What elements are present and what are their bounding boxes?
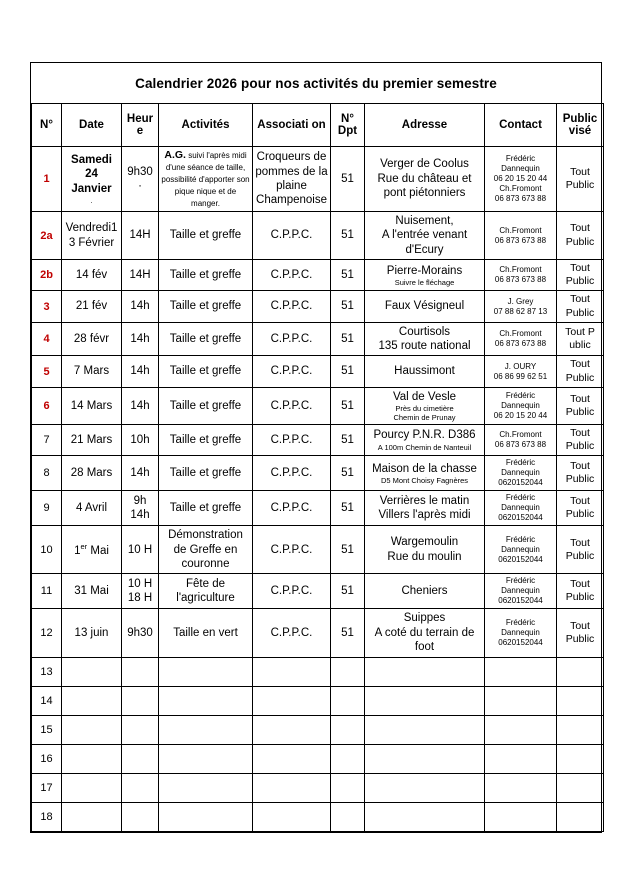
- cell-dpt: 51: [331, 609, 365, 657]
- cell-heure: 10h: [122, 425, 159, 456]
- cell-activites: Taille et greffe: [159, 387, 253, 424]
- column-header-activites: Activités: [159, 104, 253, 147]
- cell-adresse: Nuisement, A l'entrée venant d'Ecury: [365, 212, 485, 260]
- cell-public: Tout Public: [557, 574, 604, 609]
- cell-public: [557, 657, 604, 686]
- cell-contact: Ch.Fromont 06 873 673 88: [485, 425, 557, 456]
- cell-num: 14: [32, 686, 62, 715]
- column-header-heure: Heur e: [122, 104, 159, 147]
- cell-activites: Fête de l'agriculture: [159, 574, 253, 609]
- column-header-date: Date: [62, 104, 122, 147]
- cell-activites: [159, 773, 253, 802]
- cell-contact: Frédéric Dannequin 0620152044: [485, 456, 557, 491]
- cell-adresse: Courtisols 135 route national: [365, 322, 485, 356]
- column-header-dpt: N° Dpt: [331, 104, 365, 147]
- table-row: [32, 802, 604, 831]
- cell-adresse: [365, 657, 485, 686]
- cell-heure: [122, 715, 159, 744]
- cell-heure: [122, 802, 159, 831]
- cell-num: 11: [32, 574, 62, 609]
- cell-dpt: [331, 744, 365, 773]
- column-header-association: Associati on: [253, 104, 331, 147]
- cell-public: Tout Public: [557, 212, 604, 260]
- cell-contact: J. OURY 06 86 99 62 51: [485, 356, 557, 387]
- cell-adresse: [365, 773, 485, 802]
- cell-dpt: 51: [331, 574, 365, 609]
- cell-dpt: 51: [331, 147, 365, 212]
- cell-num: 2b: [32, 260, 62, 291]
- cell-dpt: 51: [331, 212, 365, 260]
- table-row: [32, 356, 604, 387]
- cell-date: [62, 773, 122, 802]
- cell-activites: [159, 802, 253, 831]
- cell-contact: [485, 686, 557, 715]
- cell-activites: Taille et greffe: [159, 356, 253, 387]
- cell-activites: A.G. suivi l'après midi d'une séance de taille, possibilité d'apporter son pique nique et de manger.: [159, 147, 253, 212]
- cell-association: [253, 744, 331, 773]
- cell-num: 18: [32, 802, 62, 831]
- cell-date: 31 Mai: [62, 574, 122, 609]
- table-row: [32, 212, 604, 260]
- cell-dpt: 51: [331, 291, 365, 322]
- cell-dpt: [331, 657, 365, 686]
- table-row: [32, 574, 604, 609]
- cell-num: 12: [32, 609, 62, 657]
- cell-public: Tout Public: [557, 456, 604, 491]
- cell-association: [253, 657, 331, 686]
- cell-contact: [485, 744, 557, 773]
- cell-association: C.P.P.C.: [253, 456, 331, 491]
- table-body: [32, 147, 604, 832]
- table-header-row: [32, 104, 604, 147]
- cell-num: 13: [32, 657, 62, 686]
- cell-activites: Taille et greffe: [159, 212, 253, 260]
- table-row: [32, 291, 604, 322]
- cell-dpt: 51: [331, 387, 365, 424]
- cell-adresse: Suippes A coté du terrain de foot: [365, 609, 485, 657]
- cell-contact: Frédéric Dannequin 0620152044: [485, 574, 557, 609]
- cell-contact: [485, 715, 557, 744]
- cell-heure: 10 H: [122, 526, 159, 574]
- cell-num: 10: [32, 526, 62, 574]
- cell-date: [62, 686, 122, 715]
- table-row: [32, 609, 604, 657]
- cell-association: C.P.P.C.: [253, 260, 331, 291]
- cell-date: [62, 657, 122, 686]
- column-header-num: N°: [32, 104, 62, 147]
- cell-association: C.P.P.C.: [253, 491, 331, 526]
- cell-contact: [485, 802, 557, 831]
- table-row: [32, 425, 604, 456]
- cell-heure: [122, 686, 159, 715]
- cell-dpt: [331, 773, 365, 802]
- cell-date: [62, 744, 122, 773]
- table-row: [32, 773, 604, 802]
- cell-dpt: [331, 715, 365, 744]
- cell-activites: Taille et greffe: [159, 425, 253, 456]
- cell-heure: 14h: [122, 356, 159, 387]
- cell-heure: 14H: [122, 260, 159, 291]
- cell-num: 16: [32, 744, 62, 773]
- cell-activites: [159, 657, 253, 686]
- cell-date: 21 Mars: [62, 425, 122, 456]
- table-row: [32, 456, 604, 491]
- cell-num: 7: [32, 425, 62, 456]
- cell-heure: 14h: [122, 387, 159, 424]
- cell-date: 13 juin: [62, 609, 122, 657]
- cell-public: Tout Public: [557, 425, 604, 456]
- cell-activites: Démonstration de Greffe en couronne: [159, 526, 253, 574]
- cell-date: Samedi 24 Janvier .: [62, 147, 122, 212]
- cell-activites: Taille et greffe: [159, 322, 253, 356]
- cell-activites: Taille et greffe: [159, 260, 253, 291]
- cell-heure: 14H: [122, 212, 159, 260]
- cell-adresse: Verrières le matin Villers l'après midi: [365, 491, 485, 526]
- cell-contact: Frédéric Dannequin 0620152044: [485, 609, 557, 657]
- cell-contact: Frédéric Dannequin 0620152044: [485, 491, 557, 526]
- cell-dpt: 51: [331, 260, 365, 291]
- cell-association: C.P.P.C.: [253, 526, 331, 574]
- cell-dpt: 51: [331, 322, 365, 356]
- cell-adresse: Pourcy P.N.R. D386 A 100m Chemin de Nanteuil: [365, 425, 485, 456]
- cell-association: Croqueurs de pommes de la plaine Champenoise: [253, 147, 331, 212]
- cell-date: 1er Mai: [62, 526, 122, 574]
- cell-date: Vendredi13 Février: [62, 212, 122, 260]
- cell-date: 28 Mars: [62, 456, 122, 491]
- cell-dpt: 51: [331, 491, 365, 526]
- cell-num: 2a: [32, 212, 62, 260]
- table-row: [32, 387, 604, 424]
- table-row: [32, 657, 604, 686]
- cell-adresse: [365, 715, 485, 744]
- cell-num: 15: [32, 715, 62, 744]
- cell-dpt: 51: [331, 356, 365, 387]
- cell-dpt: [331, 802, 365, 831]
- cell-activites: Taille en vert: [159, 609, 253, 657]
- cell-num: 9: [32, 491, 62, 526]
- cell-public: Tout Public: [557, 609, 604, 657]
- cell-date: 21 fév: [62, 291, 122, 322]
- cell-heure: 14h: [122, 456, 159, 491]
- cell-dpt: 51: [331, 526, 365, 574]
- cell-association: C.P.P.C.: [253, 356, 331, 387]
- cell-adresse: Val de Vesle Près du cimetière Chemin de Prunay: [365, 387, 485, 424]
- calendar-sheet: [30, 62, 602, 833]
- table-row: [32, 147, 604, 212]
- cell-public: Tout Public: [557, 526, 604, 574]
- cell-num: 4: [32, 322, 62, 356]
- cell-contact: Frédéric Dannequin 0620152044: [485, 526, 557, 574]
- cell-adresse: [365, 802, 485, 831]
- cell-heure: [122, 657, 159, 686]
- cell-heure: 14h: [122, 291, 159, 322]
- cell-public: Tout Public: [557, 491, 604, 526]
- table-row: [32, 526, 604, 574]
- cell-activites: [159, 715, 253, 744]
- cell-date: 7 Mars: [62, 356, 122, 387]
- cell-dpt: 51: [331, 456, 365, 491]
- cell-association: [253, 686, 331, 715]
- cell-contact: Ch.Fromont 06 873 673 88: [485, 260, 557, 291]
- cell-association: C.P.P.C.: [253, 574, 331, 609]
- column-header-public: Public visé: [557, 104, 604, 147]
- cell-adresse: Faux Vésigneul: [365, 291, 485, 322]
- cell-heure: 9h30 ·: [122, 147, 159, 212]
- cell-adresse: Haussimont: [365, 356, 485, 387]
- cell-heure: [122, 744, 159, 773]
- cell-adresse: Pierre-Morains Suivre le fléchage: [365, 260, 485, 291]
- cell-activites: Taille et greffe: [159, 456, 253, 491]
- cell-num: 6: [32, 387, 62, 424]
- cell-public: [557, 744, 604, 773]
- cell-public: Tout Public: [557, 356, 604, 387]
- cell-contact: [485, 773, 557, 802]
- cell-contact: Frédéric Dannequin 06 20 15 20 44 Ch.Fromont 06 873 673 88: [485, 147, 557, 212]
- cell-association: C.P.P.C.: [253, 425, 331, 456]
- table-row: [32, 715, 604, 744]
- cell-contact: [485, 657, 557, 686]
- cell-num: 8: [32, 456, 62, 491]
- cell-heure: 9h 14h: [122, 491, 159, 526]
- cell-association: [253, 773, 331, 802]
- cell-heure: 9h30: [122, 609, 159, 657]
- cell-num: 17: [32, 773, 62, 802]
- table-row: [32, 322, 604, 356]
- calendar-table: [31, 103, 604, 832]
- cell-association: C.P.P.C.: [253, 387, 331, 424]
- table-row: [32, 260, 604, 291]
- cell-dpt: [331, 686, 365, 715]
- cell-heure: 14h: [122, 322, 159, 356]
- cell-contact: Frédéric Dannequin 06 20 15 20 44: [485, 387, 557, 424]
- cell-num: 3: [32, 291, 62, 322]
- cell-association: C.P.P.C.: [253, 291, 331, 322]
- cell-date: [62, 715, 122, 744]
- column-header-adresse: Adresse: [365, 104, 485, 147]
- cell-adresse: [365, 686, 485, 715]
- cell-contact: Ch.Fromont 06 873 673 88: [485, 322, 557, 356]
- cell-activites: [159, 686, 253, 715]
- cell-public: Tout Public: [557, 147, 604, 212]
- cell-adresse: Maison de la chasse D5 Mont Choisy Fagnères: [365, 456, 485, 491]
- cell-activites: Taille et greffe: [159, 291, 253, 322]
- cell-public: [557, 715, 604, 744]
- cell-association: [253, 802, 331, 831]
- column-header-contact: Contact: [485, 104, 557, 147]
- cell-public: [557, 773, 604, 802]
- cell-adresse: Wargemoulin Rue du moulin: [365, 526, 485, 574]
- cell-heure: [122, 773, 159, 802]
- cell-public: Tout Public: [557, 260, 604, 291]
- table-row: [32, 744, 604, 773]
- cell-public: Tout P ublic: [557, 322, 604, 356]
- cell-date: 14 fév: [62, 260, 122, 291]
- cell-contact: J. Grey 07 88 62 87 13: [485, 291, 557, 322]
- cell-activites: [159, 744, 253, 773]
- cell-public: [557, 686, 604, 715]
- cell-adresse: Verger de Coolus Rue du château et pont piétonniers: [365, 147, 485, 212]
- cell-heure: 10 H 18 H: [122, 574, 159, 609]
- cell-date: 14 Mars: [62, 387, 122, 424]
- cell-association: [253, 715, 331, 744]
- cell-num: 5: [32, 356, 62, 387]
- cell-num: 1: [32, 147, 62, 212]
- table-row: [32, 686, 604, 715]
- cell-date: 4 Avril: [62, 491, 122, 526]
- cell-dpt: 51: [331, 425, 365, 456]
- cell-adresse: [365, 744, 485, 773]
- cell-date: [62, 802, 122, 831]
- cell-public: [557, 802, 604, 831]
- cell-activites: Taille et greffe: [159, 491, 253, 526]
- table-row: [32, 491, 604, 526]
- cell-public: Tout Public: [557, 291, 604, 322]
- cell-public: Tout Public: [557, 387, 604, 424]
- cell-adresse: Cheniers: [365, 574, 485, 609]
- cell-association: C.P.P.C.: [253, 212, 331, 260]
- cell-association: C.P.P.C.: [253, 322, 331, 356]
- page-title: Calendrier 2026 pour nos activités du premier semestre: [135, 76, 497, 91]
- cell-contact: Ch.Fromont 06 873 673 88: [485, 212, 557, 260]
- cell-date: 28 févr: [62, 322, 122, 356]
- cell-association: C.P.P.C.: [253, 609, 331, 657]
